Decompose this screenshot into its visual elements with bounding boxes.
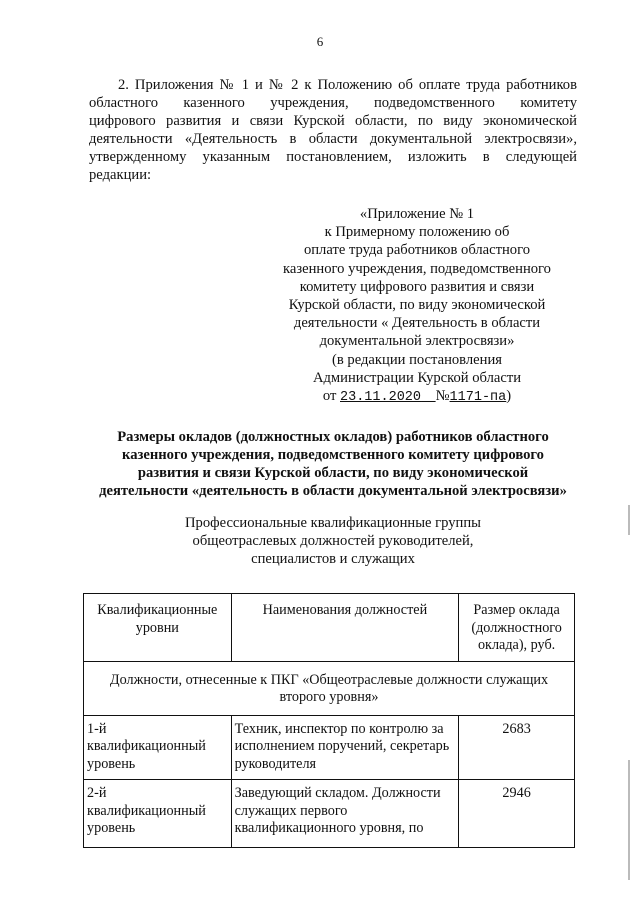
level-cell: 1-й квалификационный уровень <box>84 715 232 780</box>
page-number: 6 <box>316 34 324 49</box>
subtitle-line: Профессиональные квалификационные группы <box>185 515 481 531</box>
appendix-line: «Приложение № 1 <box>359 206 475 222</box>
appendix-line: документальной электросвязи» <box>319 333 515 350</box>
subtitle-line: общеотраслевых должностей руководителей, <box>192 533 474 549</box>
intro-line: цифрового развития и связи Курской области, по виду экономической <box>89 113 577 129</box>
date-prefix: от <box>322 388 337 405</box>
scan-margin-mark <box>628 760 630 880</box>
salary-cell: 2683 <box>459 715 575 780</box>
intro-line: утвержденному указанным постановлением, изложить в следующей <box>89 149 577 165</box>
intro-line: редакции: <box>89 167 152 183</box>
appendix-line: Курской области, по виду экономической <box>288 297 546 314</box>
title-line: развития и связи Курской области, по виду экономической <box>137 465 529 481</box>
resolution-number: 1171-па <box>449 390 507 406</box>
table-row <box>84 715 575 780</box>
positions-cell: Техник, инспектор по контролю за исполнением поручений, секретарь руководителя <box>231 715 459 780</box>
section-subtitle <box>130 514 536 568</box>
intro-line: 2. Приложения № 1 и № 2 к Положению об оплате труда работников <box>118 77 577 93</box>
appendix-line: Администрации Курской области <box>312 369 522 386</box>
table-header-row <box>84 594 575 662</box>
appendix-line: оплате труда работников областного <box>303 242 531 259</box>
intro-line: областного казенного учреждения, подведомственного комитету <box>89 95 577 111</box>
intro-paragraph <box>89 76 577 184</box>
table-group-row <box>84 661 575 715</box>
closing-paren: ) <box>506 388 512 405</box>
header-salary: Размер оклада (должностного оклада), руб. <box>459 594 575 662</box>
document-title <box>80 428 586 500</box>
intro-line: деятельности «Деятельность в области документальной электросвязи», <box>89 131 577 147</box>
appendix-line: казенного учреждения, подведомственного <box>283 260 551 277</box>
appendix-line: к Примерному положению об <box>324 224 510 241</box>
positions-cell: Заведующий складом. Должности служащих первого квалификационного уровня, по <box>231 780 459 848</box>
subtitle-line: специалистов и служащих <box>251 551 415 567</box>
table-row <box>84 780 575 848</box>
title-line: казенного учреждения, подведомственного комитету цифрового <box>122 447 544 463</box>
header-positions: Наименования должностей <box>231 594 459 662</box>
title-line: деятельности «деятельность в области документальной электросвязи» <box>99 483 567 499</box>
appendix-line: (в редакции постановления <box>332 351 502 368</box>
salary-cell: 2946 <box>459 780 575 848</box>
scan-margin-mark <box>628 505 630 535</box>
appendix-line: деятельности « Деятельность в области <box>293 315 541 332</box>
level-cell: 2-й квалификационный уровень <box>84 780 232 848</box>
salary-table <box>83 593 575 848</box>
resolution-date-line <box>262 387 572 407</box>
appendix-line: комитету цифрового развития и связи <box>299 278 535 295</box>
number-prefix: № <box>435 388 450 405</box>
group-label: Должности, отнесенные к ПКГ «Общеотраслевые должности служащих второго уровня» <box>84 661 575 715</box>
appendix-header <box>262 205 572 407</box>
resolution-date: 23.11.2020 <box>340 390 422 406</box>
title-line: Размеры окладов (должностных окладов) работников областного <box>117 429 549 445</box>
header-levels: Квалификационные уровни <box>84 594 232 662</box>
